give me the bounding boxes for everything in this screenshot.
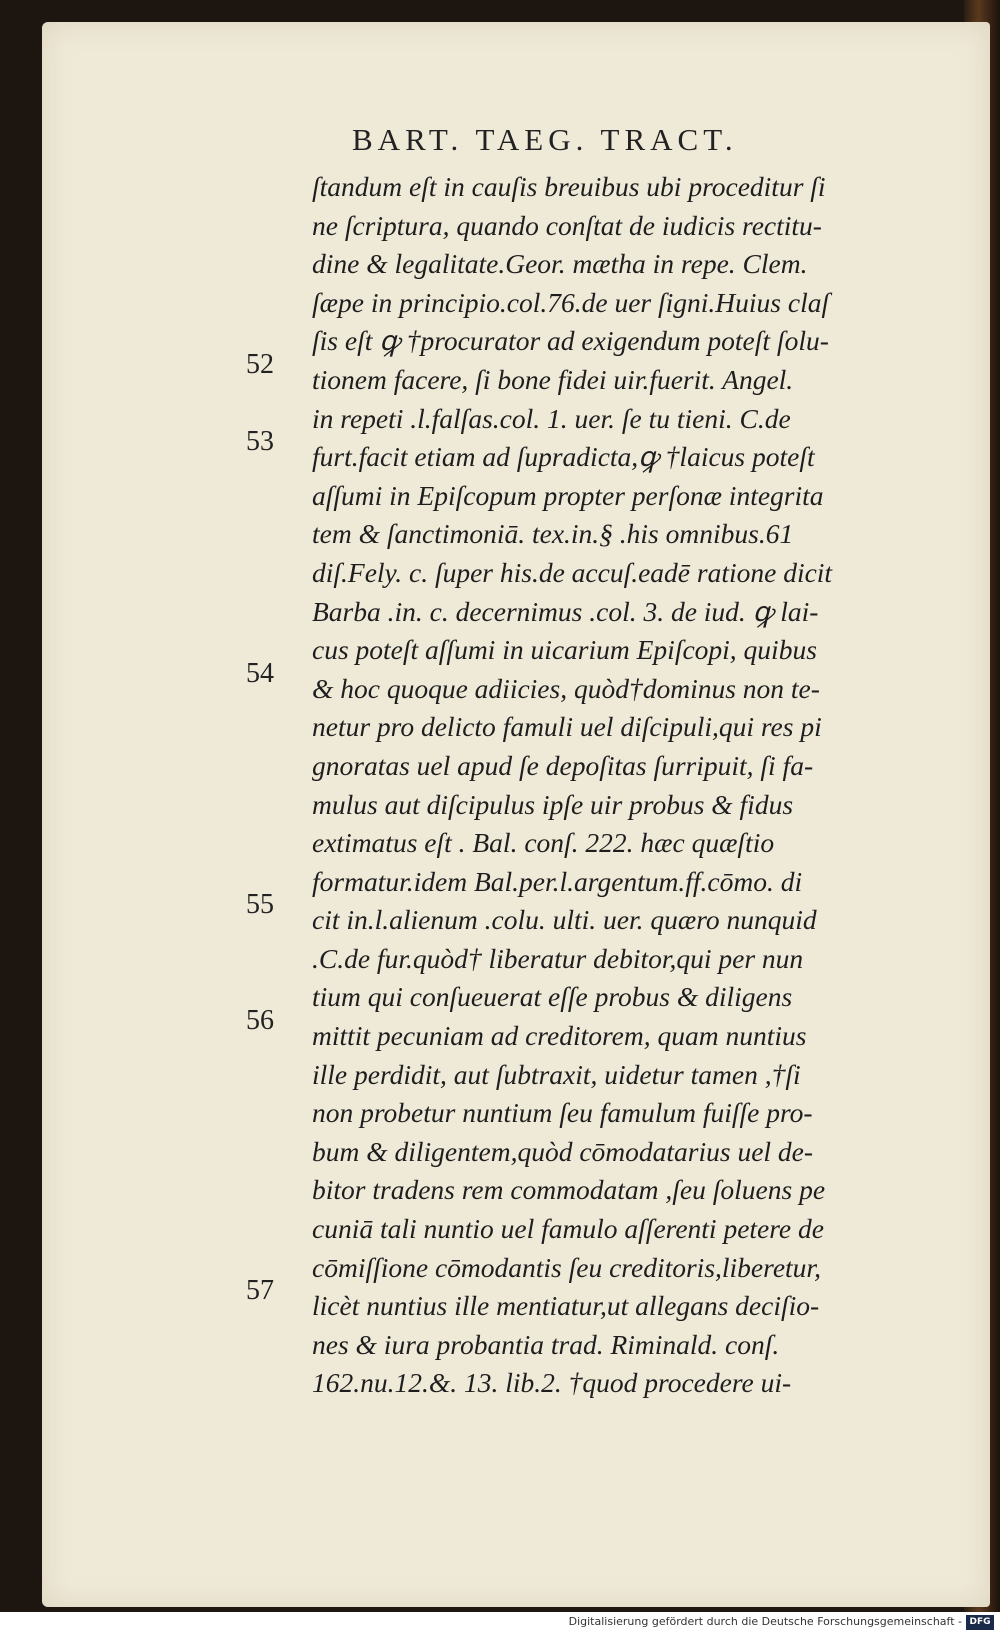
text-line: ſæpe in principio.col.76.de uer ſigni.Huius claſ bbox=[312, 286, 830, 318]
text-line: ille perdidit, aut ſubtraxit, uidetur tamen ,†ſi bbox=[312, 1058, 801, 1090]
text-line: & hoc quoque adiicies, quòd†dominus non te- bbox=[312, 672, 820, 704]
text-line: ne ſcriptura, quando conſtat de iudicis rectitu- bbox=[312, 209, 822, 241]
text-line: dine & legalitate.Geor. mætha in repe. Clem. bbox=[312, 248, 808, 280]
text-line: aſſumi in Epiſcopum propter perſonæ integrita bbox=[312, 479, 824, 511]
text-line: tionem facere, ſi bone fidei uir.fuerit. Angel. bbox=[312, 363, 794, 395]
text-line: cit in.l.alienum .colu. ulti. uer. quæro nunquid bbox=[312, 904, 817, 936]
text-line: ſis eſt ꝙ †procurator ad exigendum poteſt ſolu- bbox=[312, 325, 829, 357]
text-line: Barba .in. c. decernimus .col. 3. de iud. ꝙ lai- bbox=[312, 595, 819, 627]
text-line: netur pro delicto famuli uel diſcipuli,qui res pi bbox=[312, 711, 822, 743]
margin-number: 56 bbox=[246, 1005, 274, 1037]
text-line: diſ.Fely. c. ſuper his.de accuſ.eadē ratione dicit bbox=[312, 556, 833, 588]
text-line: bitor tradens rem commodatam ,ſeu ſoluens pe bbox=[312, 1174, 826, 1206]
text-line: cus poteſt aſſumi in uicarium Epiſcopi, quibus bbox=[312, 634, 817, 666]
text-line: licèt nuntius ille mentiatur,ut allegans deciſio- bbox=[312, 1290, 820, 1322]
text-line: non probetur nuntium ſeu famulum fuiſſe pro- bbox=[312, 1097, 813, 1129]
margin-number: 54 bbox=[246, 657, 274, 689]
text-line: 162.nu.12.&. 13. lib.2. †quod procedere ui- bbox=[312, 1367, 792, 1399]
text-line: bum & diligentem,quòd cōmodatarius uel de- bbox=[312, 1135, 814, 1167]
text-line: nes & iura probantia trad. Riminald. conſ. bbox=[312, 1328, 780, 1360]
running-head: BART. TAEG. TRACT. bbox=[352, 122, 738, 157]
margin-number: 55 bbox=[246, 889, 274, 921]
text-line: furt.facit etiam ad ſupradicta,ꝙ †laicus poteſt bbox=[312, 441, 815, 473]
margin-number: 57 bbox=[246, 1275, 274, 1307]
text-line: gnoratas uel apud ſe depoſitas ſurripuit, ſi fa- bbox=[312, 749, 814, 781]
footer-text: Digitalisierung gefördert durch die Deutsche Forschungsgemeinschaft - bbox=[568, 1615, 962, 1628]
dfg-logo: DFG bbox=[966, 1615, 994, 1630]
text-line: .C.de fur.quòd† liberatur debitor,qui per nun bbox=[312, 942, 804, 974]
footer-bar bbox=[0, 1612, 1000, 1634]
margin-number: 53 bbox=[246, 426, 274, 458]
text-line: formatur.idem Bal.per.l.argentum.ff.cōmo. di bbox=[312, 865, 803, 897]
text-line: cuniā tali nuntio uel famulo aſſerenti petere de bbox=[312, 1213, 824, 1245]
text-line: cōmiſſione cōmodantis ſeu creditoris,liberetur, bbox=[312, 1251, 821, 1283]
text-block bbox=[312, 168, 922, 1403]
text-line: extimatus eſt . Bal. conſ. 222. hæc quæſtio bbox=[312, 827, 775, 859]
text-line: tium qui conſueuerat eſſe probus & diligens bbox=[312, 981, 793, 1013]
text-line: in repeti .l.falſas.col. 1. uer. ſe tu tieni. C.de bbox=[312, 402, 791, 434]
text-line: mittit pecuniam ad creditorem, quam nuntius bbox=[312, 1020, 807, 1052]
text-line: tem & ſanctimoniā. tex.in.§ .his omnibus.61 bbox=[312, 518, 794, 550]
text-line: ſtandum eſt in cauſis breuibus ubi proceditur ſi bbox=[312, 171, 826, 202]
text-line: mulus aut diſcipulus ipſe uir probus & fidus bbox=[312, 788, 794, 820]
margin-number: 52 bbox=[246, 349, 274, 380]
